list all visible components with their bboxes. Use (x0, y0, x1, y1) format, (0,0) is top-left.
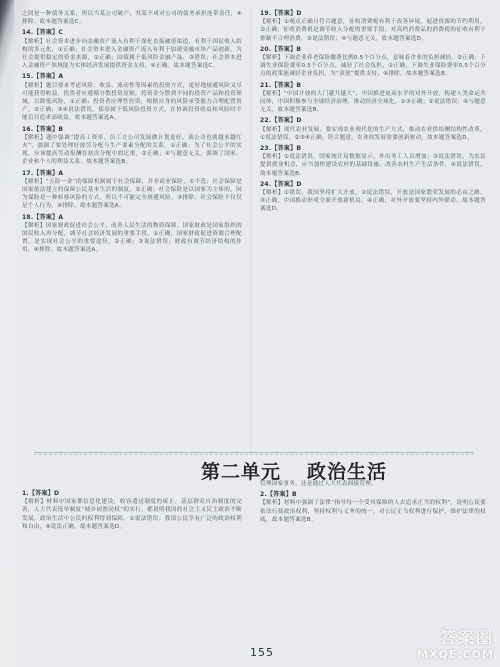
answer-block (260, 491, 486, 524)
explanation-text: 【解析】①观点正确且符合题意，征收消费税有利于改善环境，促进资源的节约利用，②正确；征收消费税是调节收入分配的重要手段，对高档消费品的消费税的征收有利于抑制不合理消费，③说法错误；④与题意无关，故本题答案选D。 (260, 19, 486, 42)
answer-block (22, 170, 242, 211)
watermark-logo (414, 615, 494, 661)
answer-block (260, 145, 486, 178)
explanation-text: 【解析】“五险一金”的保障机制属于社会保障，并非商业保险，①不选；社会保障是国家依法建立的保障公民基本生活的制度，②正确；社会保险是以国家为主体的，因为保险是一种转移风险的方式，所以不可能完全规避风险，③排除；社会保险不仅仅是个人行为，④排除。故本题答案选A。 (22, 178, 242, 210)
answer-block (260, 181, 486, 214)
answer-block (22, 73, 242, 122)
answer-block (260, 480, 486, 488)
page-number: 155 (250, 646, 274, 659)
explanation-text: 之间是一种债务关系，所以当某公司破产，其某不成对公司的债务承担连带责任，④排除。故本题答案选C。 (22, 11, 242, 26)
right-column-bottom (260, 480, 486, 527)
answer-block (260, 82, 486, 115)
explanation-text: 【解析】题中强调“提高工资率，员工方公司发展做计划更好，该公司也就越来越红火”，强调了要处理好按劳分配与生产要素分配的关系，①正确；为了社会公平的实现，应该提高劳动报酬在初次分配中的比重，②正确；④与题意无关，强调了国家、企业和个人的利益关系。故本题答案选B。 (22, 134, 242, 166)
left-column-top (22, 10, 242, 258)
answer-label: 24.【答案】D (260, 180, 302, 188)
section-rule-dashed (34, 454, 474, 455)
explanation-text: 管理国家事务，还是通过人大代表间接管理。 (260, 481, 377, 487)
explanation-text: 【解析】题目要求考虑风险、收益、流动性等因素的投资方式，更好地规避风险又尽可能获得收益，投资者应遵循分散投资原则，将资金分散到不同的投资产品和投资领域，以降低风险，①正确；投资者应理性投资，根据自身的风险承受能力合理配置资产，②正确；③④说法错误，债券属于低风险投资方式，在协调投资收益和风险时不能盲目追求高收益。故本题答案选A。 (22, 82, 242, 122)
answer-label: 15.【答案】A (22, 73, 64, 81)
explanation-text: 【解析】①说法错误，国家统计局数据显示，外出务工人员增加；③说法错误，为农民提供就业机会，应当加快建设农村的基础设施，改善农村生产生活条件，④说法错误，故本题答案选B。 (260, 154, 486, 177)
answer-block (22, 490, 242, 531)
answer-block (260, 10, 486, 43)
unit-number: 第二单元 (200, 460, 281, 483)
left-column-bottom (22, 490, 242, 534)
watermark-main: 答案圈 (439, 628, 494, 647)
answer-label: 18.【答案】A (22, 213, 64, 221)
answer-label: 17.【答案】A (22, 169, 64, 177)
answer-label: 16.【答案】B (22, 125, 64, 133)
explanation-text: 【解析】下调企业养老保险缴费比例0.5个百分点，意味着企业的负担减轻，②正确；下调失业保险费率0.5个百分点，减轻了社会负担，②正确，下调失业保险费率0.5个百分点的政策能减轻企业负担，为“双创”提供支持，④排除。故本题答案选B。 (260, 55, 486, 78)
explanation-text: 【解析】现代农业发展，要实现农业现代化的生产方式，推动农业供给侧结构性改革，①说法错误，②③④正确，符合题意，农业的发展需要创新驱动，故本题答案选D。 (260, 126, 486, 141)
explanation-text: 【解析】国家财政促进社会公平，改善人民生活的物质保障。国家财政是国家组织的国民收入再分配，调节社会经济发展的重要手段，①正确；国家财政促进资源合理配置，是实现社会公平的重要途径，②正确；③说法错误；财政有调节经济结构的作用，④排除。故本题答案选A。 (22, 222, 242, 254)
answer-label: 23.【答案】B (260, 145, 302, 153)
answer-label: 21.【答案】B (260, 81, 302, 89)
section-rule (34, 452, 474, 453)
explanation-text: 【解析】社会资本进步向金融资产流入有利于深化直接融资渠道，有利于国民收入结构的多元化，①正确；社会资本进入金融资产流入有利于加速金融市场产品创新，为社会提供稳定的资金来源，②正确；国债属于低风险金融产品，③错误；社会资本进入金融资产领域能为实体经济发展提供资金支持，④正确。故本题答案选C。 (22, 38, 242, 70)
answer-block (260, 117, 486, 142)
column-divider (250, 10, 251, 450)
answer-block (260, 46, 486, 79)
answer-block (22, 29, 242, 70)
explanation-text: 【解析】材料中国家都信息化建设，收容遣送制度的废止，基层群众自治制度的完善，人大代表选举制度“城乡同票同权”的实行，都说明我国的社会主义民主政治不断发展，政治生活中公民的权利得到保障，①说法错误；我国公民享有广泛的政治权利和自由，④说法正确，故本题答案选D。 (22, 499, 242, 530)
unit-name: 政治生活 (307, 460, 388, 483)
explanation-text: 【解析】材料中强调了法律“指导每一个受其保障的人去追求正当的权利”，说明公民要依法行使政治权利，坚持权利与义务的统一，对公民正当权利进行保护，维护法律的权威，故本题答案选B。 (260, 500, 486, 523)
answer-label: 1.【答案】D (22, 490, 60, 497)
book-page (14, 0, 500, 667)
watermark-sub: MXQE.COM (417, 648, 494, 661)
answer-label: 2.【答案】B (260, 491, 297, 499)
answer-block (22, 126, 242, 167)
explanation-text: 【解析】①错误，我国坚持扩大开放，②说法错误，开放是国家繁荣发展的必由之路，③正确，中国推动形成全面开放新格局，④正确，对外开放要坚持内外联动，故本题答案选D。 (260, 190, 486, 213)
explanation-text: 【解析】“中国开放的大门越开越大”，中国推进更高水平的对外开放，构建人类命运共同体，中国积极参与全球经济治理，推动经济全球化，①③正确；②说法错误；④与题意无关，故本题答案选B。 (260, 90, 486, 114)
answer-block (22, 214, 242, 255)
answer-label: 19.【答案】D (260, 10, 302, 17)
answer-label: 14.【答案】C (22, 29, 64, 37)
right-column-top (260, 10, 486, 217)
answer-block (22, 10, 242, 26)
answer-label: 22.【答案】D (260, 117, 302, 125)
answer-label: 20.【答案】B (260, 45, 302, 53)
